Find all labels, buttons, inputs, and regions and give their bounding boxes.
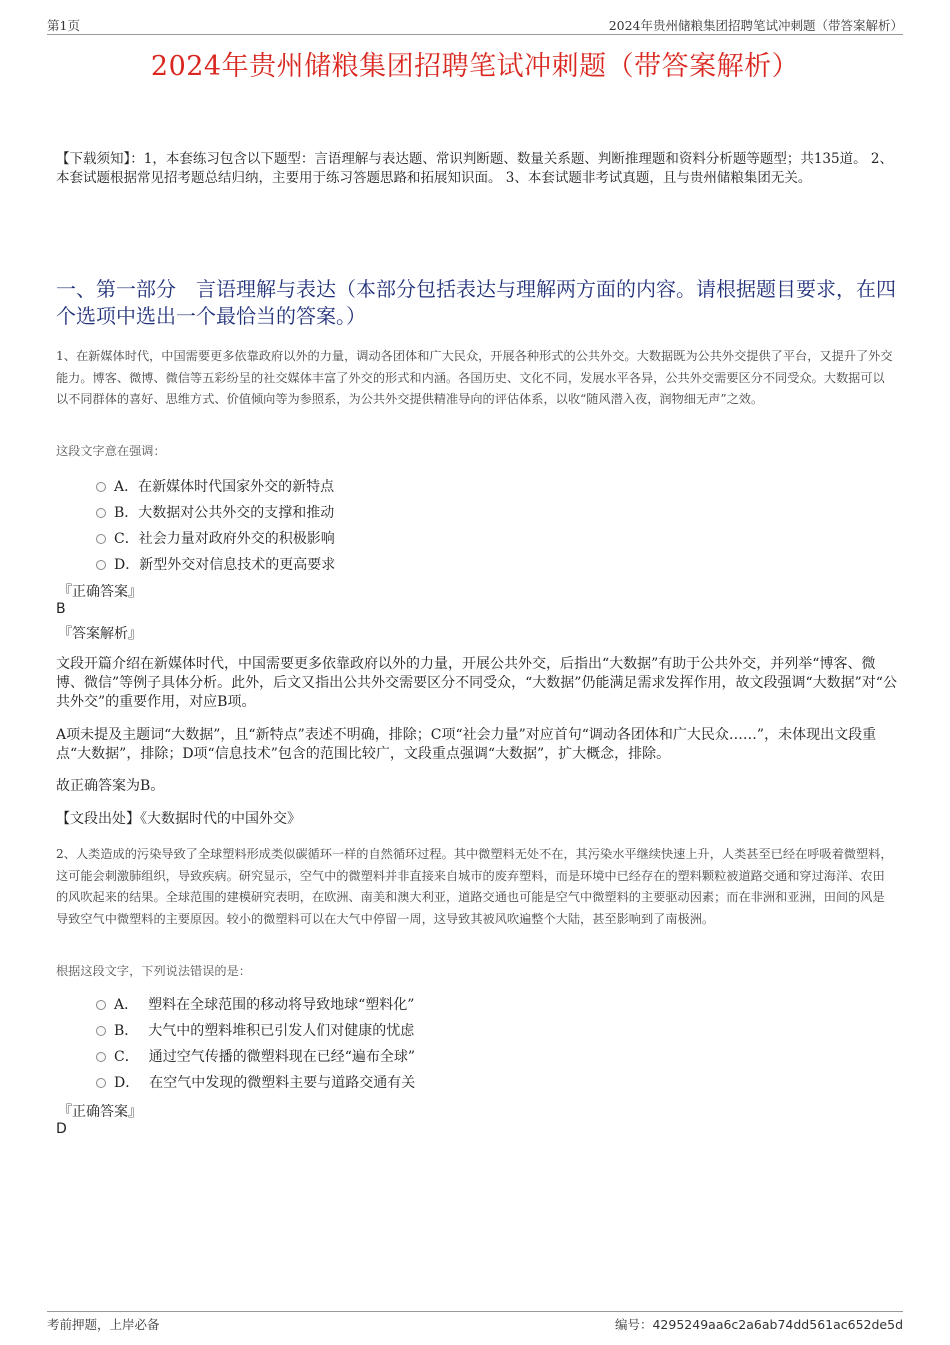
option-a[interactable]: A． 塑料在全球范围的移动将导致地球“塑料化” [96, 991, 415, 1017]
page-number: 第1页 [47, 18, 80, 33]
option-c[interactable]: C． 通过空气传播的微塑料现在已经“遍布全球” [96, 1043, 415, 1069]
question-2-options [96, 991, 415, 1095]
header-doc-title: 2024年贵州储粮集团招聘笔试冲刺题（带答案解析） [608, 18, 903, 33]
option-b[interactable]: B． 大数据对公共外交的支撑和推动 [96, 499, 335, 525]
radio-icon[interactable] [96, 508, 106, 518]
question-1-prompt: 这段文字意在强调： [56, 444, 166, 458]
option-d[interactable]: D． 新型外交对信息技术的更高要求 [96, 551, 335, 577]
radio-icon[interactable] [96, 1000, 106, 1010]
option-c[interactable]: C． 社会力量对政府外交的积极影响 [96, 525, 335, 551]
radio-icon[interactable] [96, 1078, 106, 1088]
document-code: 编号：4295249aa6c2a6ab74dd561ac652de5d [614, 1317, 903, 1332]
page-header [47, 14, 903, 35]
analysis-label: 『答案解析』 [58, 626, 142, 642]
option-d[interactable]: D． 在空气中发现的微塑料主要与道路交通有关 [96, 1069, 415, 1095]
question-1-stem: 1、在新媒体时代，中国需要更多依靠政府以外的力量，调动各团体和广大民众，开展各种形式的公共外交。大数据既为公共外交提供了平台，又提升了外交能力。博客、微博、微信等五彩纷呈的社交媒体丰富了外交的形式和内涵。各国历史、文化不同，发展水平各异，公共外交需要区分不同受众。大数据可以以不同群体的喜好、思维方式、价值倾向等为参照系，为公共外交提供精准导向的评估体系，以收“随风潜入夜，润物细无声”之效。 [56, 349, 893, 406]
section-heading: 一、第一部分 言语理解与表达（本部分包括表达与理解两方面的内容。请根据题目要求，在四个选项中选出一个最恰当的答案。） [56, 277, 896, 328]
radio-icon[interactable] [96, 1026, 106, 1036]
option-b[interactable]: B． 大气中的塑料堆积已引发人们对健康的忧虑 [96, 1017, 415, 1043]
analysis-paragraph-3: 故正确答案为B。 [56, 778, 165, 794]
footer-slogan: 考前押题，上岸必备 [47, 1317, 160, 1332]
passage-source: 【文段出处】《大数据时代的中国外交》 [56, 811, 301, 827]
answer-value: B [56, 601, 66, 617]
radio-icon[interactable] [96, 1052, 106, 1062]
radio-icon[interactable] [96, 560, 106, 570]
option-a[interactable]: A． 在新媒体时代国家外交的新特点 [96, 473, 335, 499]
answer-label: 『正确答案』 [58, 1104, 142, 1120]
answer-label: 『正确答案』 [58, 584, 142, 600]
document-title: 2024年贵州储粮集团招聘笔试冲刺题（带答案解析） [150, 51, 800, 82]
radio-icon[interactable] [96, 482, 106, 492]
question-1-options [96, 473, 335, 577]
answer-value: D [56, 1121, 67, 1137]
radio-icon[interactable] [96, 534, 106, 544]
analysis-paragraph-2: A项未提及主题词“大数据”，且“新特点”表述不明确，排除；C项“社会力量”对应首句“调动各团体和广大民众……”，未体现出文段重点“大数据”，排除；D项“信息技术”包含的范围比较广，文段重点强调“大数据”，扩大概念，排除。 [56, 727, 877, 762]
question-2-stem: 2、人类造成的污染导致了全球塑料形成类似碳循环一样的自然循环过程。其中微塑料无处不在，其污染水平继续快速上升，人类甚至已经在呼吸着微塑料，这可能会刺激肺组织，导致疾病。研究显示，空气中的微塑料并非直接来自城市的废弃塑料，而是环境中已经存在的塑料颗粒被道路交通和穿过海洋、农田的风吹起来的结果。全球范围的建模研究表明，在欧洲、南美和澳大利亚，道路交通也可能是空气中微塑料的主要驱动因素；而在非洲和亚洲，田间的风是导致空气中微塑料的主要原因。较小的微塑料可以在大气中停留一周，这导致其被风吹遍整个大陆，甚至影响到了南极洲。 [56, 847, 893, 926]
question-2-prompt: 根据这段文字，下列说法错误的是： [56, 964, 251, 978]
analysis-paragraph-1: 文段开篇介绍在新媒体时代，中国需要更多依靠政府以外的力量，开展公共外交，后指出“大数据”有助于公共外交，并列举“博客、微博、微信”等例子具体分析。此外，后文又指出公共外交需要区分不同受众，“大数据”仍能满足需求发挥作用，故文段强调“大数据”对“公共外交”的重要作用，对应B项。 [56, 656, 897, 710]
download-notice: 【下载须知】：1，本套练习包含以下题型：言语理解与表达题、常识判断题、数量关系题、判断推理题和资料分析题等题型；共135道。 2、本套试题根据常见招考题总结归纳，主要用于练习答题思路和拓展知识面。 3、本套试题非考试真题，且与贵州储粮集团无关。 [56, 151, 893, 186]
page-footer [47, 1311, 903, 1332]
